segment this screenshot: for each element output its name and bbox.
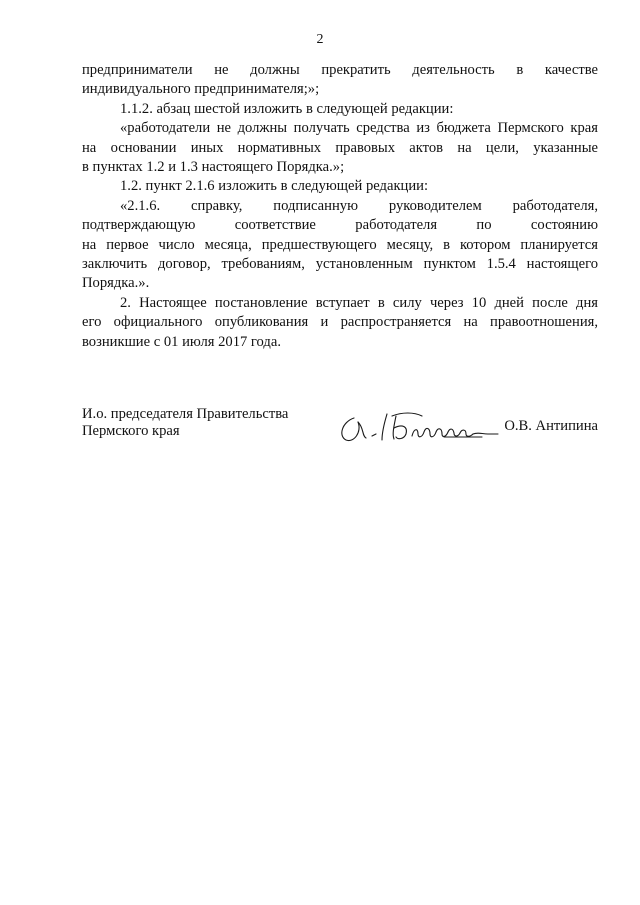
page-number: 2: [316, 32, 324, 47]
text-line: его официального опубликования и распространяется на правоотношения,: [82, 314, 598, 331]
document-body: [82, 61, 598, 352]
text-line: в пунктах 1.2 и 1.3 настоящего Порядка.»;: [82, 159, 345, 176]
signatory-title-line: И.о. председателя Правительства: [82, 406, 289, 422]
signatory-title: [82, 406, 322, 440]
text-line: индивидуального предпринимателя;»;: [82, 81, 320, 98]
handwritten-signature-icon: [332, 406, 502, 448]
text-line: 1.1.2. абзац шестой изложить в следующей редакции:: [120, 100, 454, 117]
paragraph-amendment-1-2: [82, 177, 598, 196]
text-line: возникшие с 01 июля 2017 года.: [82, 333, 281, 350]
text-line: «работодатели не должны получать средства из бюджета Пермского края: [120, 120, 598, 137]
paragraph-continuation: [82, 61, 598, 100]
paragraph-amendment-1-1-2: [82, 100, 598, 119]
signature-block: [82, 406, 602, 456]
text-line: заключить договор, требованиям, установленным пунктом 1.5.4 настоящего: [82, 256, 598, 273]
paragraph-employers-quote: [82, 119, 598, 177]
text-line: «2.1.6. справку, подписанную руководителем работодателя,: [120, 197, 598, 214]
paragraph-effective-date: [82, 294, 598, 352]
signatory-title-line: Пермского края: [82, 423, 180, 439]
text-line: на первое число месяца, предшествующего месяцу, в котором планируется: [82, 236, 598, 253]
text-line: предприниматели не должны прекратить деятельность в качестве: [82, 62, 598, 78]
paragraph-clause-2-1-6: [82, 197, 598, 294]
signatory-name: О.В. Антипина: [504, 418, 598, 434]
text-line: 2. Настоящее постановление вступает в силу через 10 дней после дня: [120, 294, 598, 311]
text-line: 1.2. пункт 2.1.6 изложить в следующей редакции:: [120, 178, 429, 195]
text-line: на основании иных нормативных правовых актов на цели, указанные: [82, 139, 598, 156]
text-line: подтверждающую соответствие работодателя по состоянию: [82, 217, 598, 234]
text-line: Порядка.».: [82, 275, 150, 292]
